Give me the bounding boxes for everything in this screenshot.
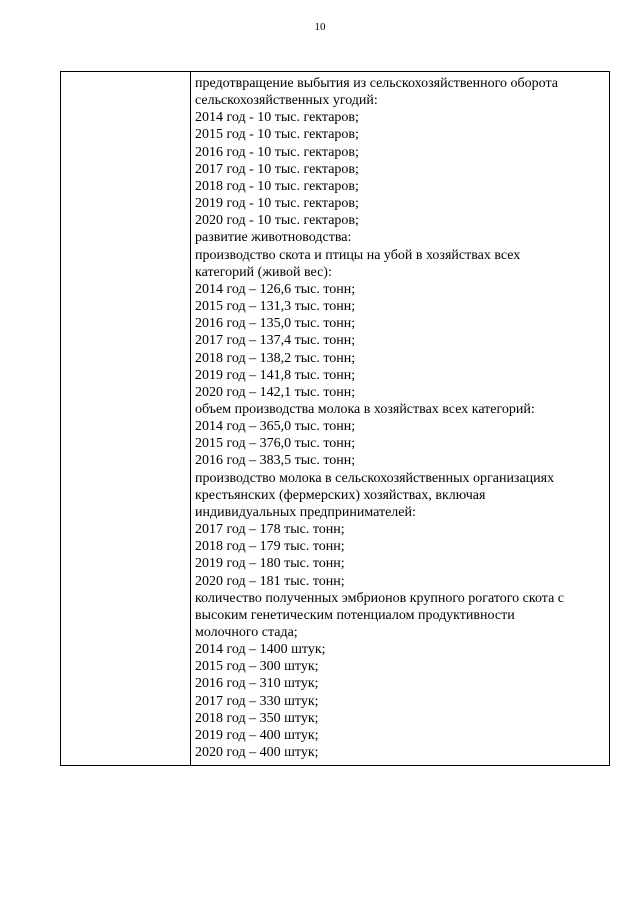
table-text-line: высоким генетическим потенциалом продуктивности <box>195 607 515 623</box>
table-text-line: предотвращение выбытия из сельскохозяйственного оборота <box>195 76 558 91</box>
table-text-line: 2015 год – 300 штук; <box>195 659 319 675</box>
table-text-line: производство скота и птицы на убой в хозяйствах всех <box>195 247 521 263</box>
table-text-line: 2020 год – 400 штук; <box>195 745 319 761</box>
table-text-line: объем производства молока в хозяйствах всех категорий: <box>195 401 535 417</box>
table-text-line: 2016 год – 135,0 тыс. тонн; <box>195 316 356 332</box>
table-text-line: 2017 год – 178 тыс. тонн; <box>195 522 345 538</box>
table-text-line: 2020 год – 181 тыс. тонн; <box>195 573 345 589</box>
table-text-line: 2019 год - 10 тыс. гектаров; <box>195 196 359 212</box>
table-text-line: 2019 год – 180 тыс. тонн; <box>195 556 345 572</box>
table-text-line: 2018 год – 138,2 тыс. тонн; <box>195 350 356 366</box>
table-text-line: 2014 год – 365,0 тыс. тонн; <box>195 419 356 435</box>
table-text-line: 2017 год – 330 штук; <box>195 693 319 709</box>
table-text-line: производство молока в сельскохозяйственных организациях <box>195 470 555 486</box>
table-text-line: 2020 год - 10 тыс. гектаров; <box>195 213 359 229</box>
table-text-line: 2020 год – 142,1 тыс. тонн; <box>195 384 356 400</box>
table-text-line: 2019 год – 400 штук; <box>195 727 319 743</box>
table-text-line: крестьянских (фермерских) хозяйствах, включая <box>195 487 486 503</box>
table-text-line: 2014 год – 126,6 тыс. тонн; <box>195 281 356 297</box>
table-left-cell <box>61 72 191 765</box>
table-text-line: молочного стада; <box>195 625 298 640</box>
table-text-line: 2014 год – 1400 штук; <box>195 642 326 658</box>
table-text-line: сельскохозяйственных угодий: <box>195 93 378 109</box>
table-text-line: развитие животноводства: <box>195 230 352 246</box>
table-text-line: 2018 год – 179 тыс. тонн; <box>195 539 345 555</box>
table-text-line: 2014 год - 10 тыс. гектаров; <box>195 110 359 126</box>
table-text-line: 2017 год - 10 тыс. гектаров; <box>195 161 359 177</box>
table-text-line: категорий (живой вес): <box>195 264 332 280</box>
document-table <box>60 71 610 766</box>
table-text-line: 2018 год – 350 штук; <box>195 710 319 726</box>
table-text-line: количество полученных эмбрионов крупного рогатого скота с <box>195 590 564 606</box>
table-text-line: индивидуальных предпринимателей: <box>195 504 416 520</box>
table-text-line: 2016 год – 383,5 тыс. тонн; <box>195 453 356 469</box>
table-text-line: 2015 год – 376,0 тыс. тонн; <box>195 436 356 452</box>
table-text-line: 2018 год - 10 тыс. гектаров; <box>195 178 359 194</box>
table-text-line: 2019 год – 141,8 тыс. тонн; <box>195 367 356 383</box>
table-text-line: 2015 год - 10 тыс. гектаров; <box>195 127 359 143</box>
table-text-line: 2016 год - 10 тыс. гектаров; <box>195 144 359 160</box>
table-text-line: 2017 год – 137,4 тыс. тонн; <box>195 333 356 349</box>
page-number: 10 <box>314 21 326 33</box>
table-text-line: 2015 год – 131,3 тыс. тонн; <box>195 299 356 315</box>
table-right-cell <box>191 72 609 765</box>
table-text-line: 2016 год – 310 штук; <box>195 676 319 692</box>
